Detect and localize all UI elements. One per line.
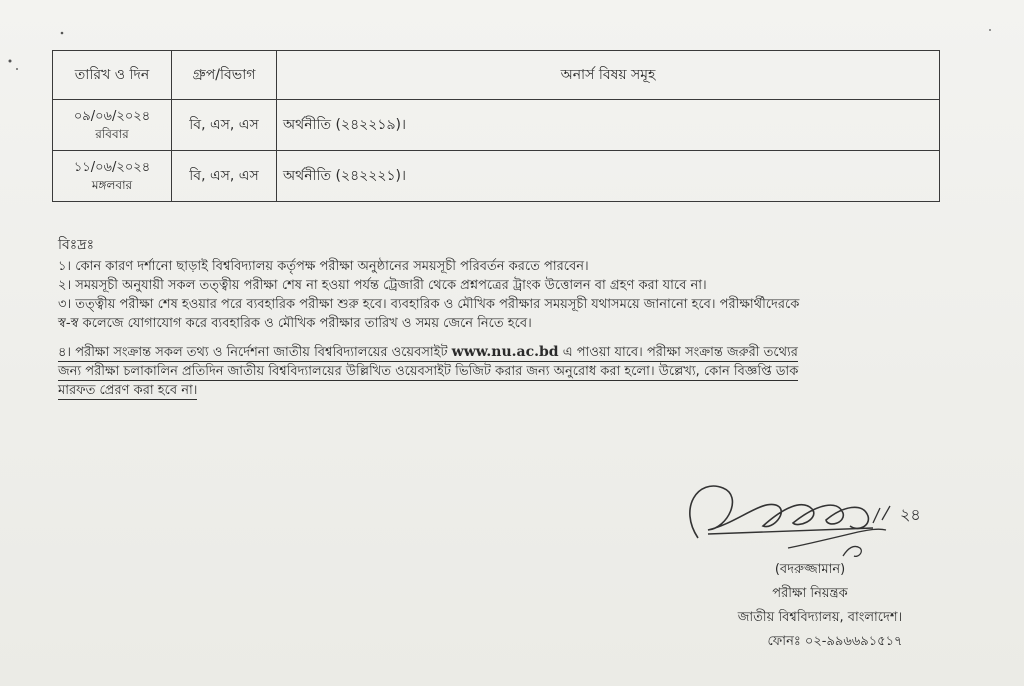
note-4-line-3 bbox=[58, 381, 958, 400]
date-cell bbox=[53, 151, 172, 202]
table-row bbox=[53, 100, 940, 151]
note-3-line-2: স্ব-স্ব কলেজে যোগাযোগ করে ব্যবহারিক ও মৌখিক পরীক্ষার তারিখ ও সময় জেনে নিতে হবে। bbox=[58, 316, 532, 331]
notes-section bbox=[58, 236, 958, 400]
note-4-line-2-text: জন্য পরীক্ষা চলাকালিন প্রতিদিন জাতীয় বিশ্ববিদ্যালয়ের উল্লিখিত ওয়েবসাইট ভিজিট করার জন্য অনুরোধ করা হলো। উল্লেখ্য, কোন বিজ্ঞপ্তি ডাক bbox=[58, 364, 799, 379]
notes-title: বিঃদ্রঃ bbox=[58, 237, 95, 253]
header-group: গ্রুপ/বিভাগ bbox=[172, 51, 277, 100]
signatory-name: (বদরুজ্জামান) bbox=[774, 562, 846, 577]
exam-day: মঙ্গলবার bbox=[91, 178, 133, 192]
group-cell: বি, এস, এস bbox=[172, 151, 277, 202]
exam-day: রবিবার bbox=[95, 127, 129, 141]
note-4-line-2 bbox=[58, 362, 958, 381]
note-4-line-3-text: মারফত প্রেরণ করা হবে না। bbox=[58, 383, 198, 398]
header-date-day: তারিখ ও দিন bbox=[53, 51, 172, 100]
exam-date: ০৯/০৬/২০২৪ bbox=[73, 109, 151, 124]
table-row bbox=[53, 151, 940, 202]
table-header-row bbox=[53, 51, 940, 100]
note-1: ১। কোন কারণ দর্শানো ছাড়াই বিশ্ববিদ্যালয় কর্তৃপক্ষ পরীক্ষা অনুষ্ঠানের সময়সূচী পরিবর্তন করতে পারবেন। bbox=[58, 259, 589, 274]
signatory-block bbox=[660, 558, 920, 654]
note-4-line-1 bbox=[58, 343, 958, 362]
signatory-title: পরীক্ষা নিয়ন্ত্রক bbox=[772, 586, 848, 601]
subject-cell: অর্থনীতি (২৪২২১৯)। bbox=[277, 100, 940, 151]
subject-cell: অর্থনীতি (২৪২২২১)। bbox=[277, 151, 940, 202]
website-url: www.nu.ac.bd bbox=[451, 344, 559, 360]
signature-date: ২৪ bbox=[900, 505, 921, 524]
note-4-text-cont: এ পাওয়া যাবে। পরীক্ষা সংক্রান্ত জরুরী তথ্যের bbox=[558, 345, 798, 360]
note-2: ২। সময়সূচী অনুযায়ী সকল তত্ত্বীয় পরীক্ষা শেষ না হওয়া পর্যন্ত ট্রেজারী থেকে প্রশ্নপত্রের ট্রাংক উত্তোলন বা গ্রহণ করা যাবে না। bbox=[58, 278, 707, 293]
note-3-line-1: ৩। তত্ত্বীয় পরীক্ষা শেষ হওয়ার পরে ব্যবহারিক পরীক্ষা শুরু হবে। ব্যবহারিক ও মৌখিক পরীক্ষার সময়সূচী যথাসময়ে জানানো হবে। পরীক্ষার্থীদেরকে bbox=[58, 297, 800, 312]
exam-schedule-table bbox=[52, 50, 940, 202]
date-cell bbox=[53, 100, 172, 151]
header-subjects: অনার্স বিষয় সমূহ bbox=[277, 51, 940, 100]
group-cell: বি, এস, এস bbox=[172, 100, 277, 151]
signatory-organization: জাতীয় বিশ্ববিদ্যালয়, বাংলাদেশ। bbox=[737, 610, 903, 625]
signatory-phone: ফোনঃ ০২-৯৯৬৬৯১৫১৭ bbox=[767, 634, 903, 649]
exam-date: ১১/০৬/২০২৪ bbox=[73, 160, 151, 175]
note-4-text: ৪। পরীক্ষা সংক্রান্ত সকল তথ্য ও নির্দেশনা জাতীয় বিশ্ববিদ্যালয়ের ওয়েবসাইট bbox=[58, 345, 452, 360]
